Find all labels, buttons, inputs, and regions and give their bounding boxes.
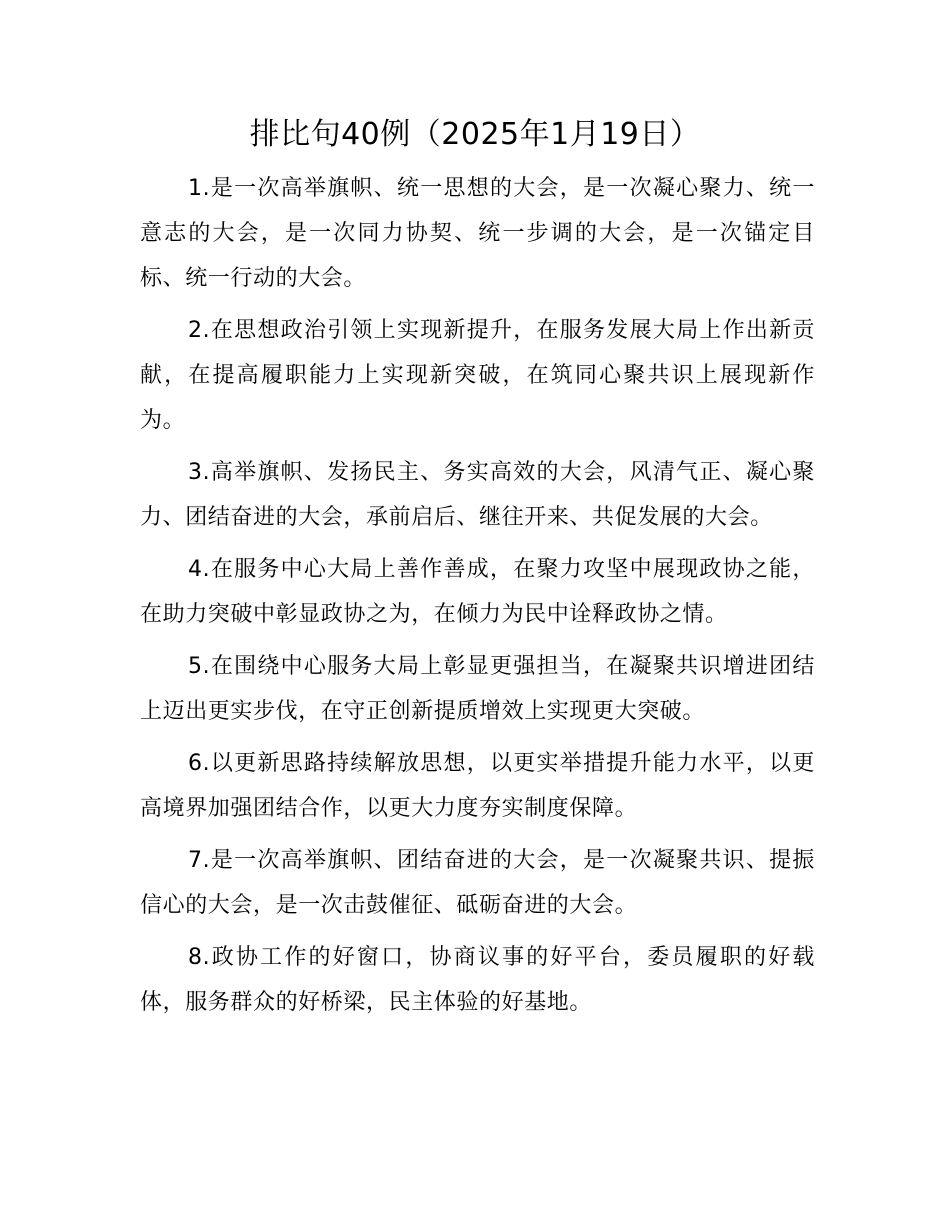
paragraph-3: 3.高举旗帜、发扬民主、务实高效的大会，风清气正、凝心聚力、团结奋进的大会，承前启后、继往开来、共促发展的大会。	[140, 460, 815, 530]
paragraph-2: 2.在思想政治引领上实现新提升，在服务发展大局上作出新贡献，在提高履职能力上实现新突破，在筑同心聚共识上展现新作为。	[140, 318, 815, 433]
document-title: 排比句40例（2025年1月19日）	[249, 117, 701, 152]
paragraph-5: 5.在围绕中心服务大局上彰显更强担当，在凝聚共识增进团结上迈出更实步伐，在守正创新提质增效上实现更大突破。	[140, 654, 815, 724]
paragraph-1: 1.是一次高举旗帜、统一思想的大会，是一次凝心聚力、统一意志的大会，是一次同力协契、统一步调的大会，是一次锚定目标、统一行动的大会。	[140, 176, 815, 291]
paragraph-7: 7.是一次高举旗帜、团结奋进的大会，是一次凝聚共识、提振信心的大会，是一次击鼓催征、砥砺奋进的大会。	[140, 848, 815, 918]
document-body	[140, 166, 815, 1032]
paragraph-6: 6.以更新思路持续解放思想，以更实举措提升能力水平，以更高境界加强团结合作，以更大力度夯实制度保障。	[140, 751, 815, 821]
paragraph-4: 4.在服务中心大局上善作善成，在聚力攻坚中展现政协之能，在助力突破中彰显政协之为，在倾力为民中诠释政协之情。	[140, 557, 815, 627]
paragraph-8: 8.政协工作的好窗口，协商议事的好平台，委员履职的好载体，服务群众的好桥梁，民主体验的好基地。	[140, 945, 815, 1015]
